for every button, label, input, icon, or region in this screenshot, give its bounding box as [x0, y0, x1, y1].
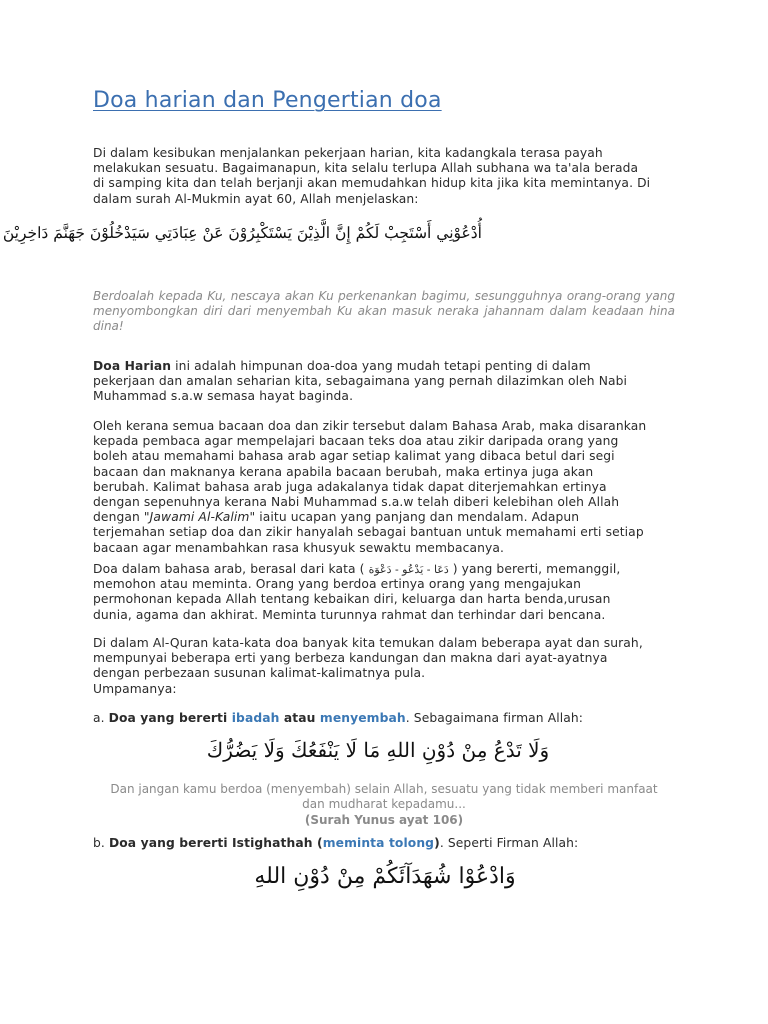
al-quran-text: Di dalam Al-Quran kata-kata doa banyak kita temukan dalam beberapa ayat dan surah, mempunyai beberapa erti yang berbeza kandungan dan makna dari ayat-ayatnya dengan perbezaan susunan kalimat-kalimatnya pula.: [93, 636, 643, 681]
bahasa-arab-text-2: " iaitu ucapan yang panjang dan mendalam. Adapun terjemahan setiap doa dan zikir hanyalah sebagai bantuan untuk memahami erti setiap bacaan agar menambahkan rasa khusyuk sewaktu membacanya.: [93, 510, 644, 555]
umpamanya-label: Umpamanya:: [93, 681, 177, 696]
doa-root-arabic: دَعَا - يَدْعُو - دَعْوَة: [368, 563, 449, 576]
item-a-menyembah: menyembah: [319, 711, 406, 725]
item-b-meminta-tolong: meminta tolong: [322, 836, 435, 850]
jawami-al-kalim: Jawami Al-Kalim: [149, 510, 250, 525]
verse-al-mukmin-arabic: أُدْعُوْنِي أَسْتَجِبْ لَكُمْ إِنَّ الَّذِيْنَ يَسْتَكْبِرُوْنَ عَنْ عِبَادَتِي سَيَدْخُلُوْنَ جَهَنَّمَ دَاخِرِيْنَ: [2, 224, 482, 242]
verse-yunus-translation: Dan jangan kamu berdoa (menyembah) selain Allah, sesuatu yang tidak memberi manfaat dan mudharat kepadamu...: [110, 782, 658, 812]
item-b-after: . Seperti Firman Allah:: [439, 836, 579, 850]
doa-meaning-text-1: Doa dalam bahasa arab, berasal dari kata (: [93, 562, 369, 576]
doa-meaning-text-2: ) yang bererti, memanggil, memohon atau meminta. Orang yang berdoa ertinya orang yang mengajukan permohonan kepada Allah tentang kebaikan diri, keluarga dan harta benda,urusan dunia, agama dan akhirat. Meminta turunnya rahmat dan terhindar dari bencana.: [93, 562, 621, 622]
intro-paragraph: Di dalam kesibukan menjalankan pekerjaan harian, kita kadangkala terasa payah melakukan sesuatu. Bagaimanapun, kita selalu terlupa Allah subhana wa ta'ala berada di samping kita dan telah berjanji akan memudahkan hidup kita jika kita memintanya. Di dalam surah Al-Mukmin ayat 60, Allah menjelaskan:: [93, 146, 651, 206]
bahasa-arab-text-1: Oleh kerana semua bacaan doa dan zikir tersebut dalam Bahasa Arab, maka disarankan kepada pembaca agar mempelajari bacaan teks doa atau zikir daripada orang yang boleh atau memahami bahasa arab agar setiap kalimat yang dibaca betul dari segi bacaan dan maknanya kerana apabila bacaan berubah, maka ertinya juga akan berubah. Kalimat bahasa arab juga adakalanya tidak dapat diterjemahkan ertinya dengan sepenuhnya kerana Nabi Muhammad s.a.w telah diberi kelebihan oleh Allah dengan ": [93, 419, 647, 525]
item-a-ibadah: ibadah: [231, 711, 280, 725]
verse-yunus-reference: (Surah Yunus ayat 106): [304, 812, 464, 827]
item-b-bold-close: ): [434, 836, 440, 850]
bahasa-arab-paragraph: [93, 419, 653, 556]
verse-yunus-arabic: وَلَا تَدْعُ مِنْ دُوْنِ اللهِ مَا لَا يَنْفَعُكَ وَلَا يَضُرُّكَ: [206, 738, 550, 762]
doa-meaning-paragraph: [93, 562, 653, 623]
item-a-after: . Sebagaimana firman Allah:: [405, 711, 584, 725]
item-b-bold: Doa yang bererti Istighathah (: [108, 836, 323, 850]
item-b: [93, 836, 653, 851]
doa-harian-bold: Doa Harian: [93, 359, 172, 373]
verse-yunus-translation-block: [110, 782, 658, 828]
item-a-prefix: a.: [93, 711, 109, 725]
verse-al-mukmin-translation: Berdoalah kepada Ku, nescaya akan Ku perkenankan bagimu, sesungguhnya orang-orang yang menyombongkan diri dari menyembah Ku akan masuk neraka jahannam dalam keadaan hina dina!: [93, 289, 675, 334]
doa-harian-text: ini adalah himpunan doa-doa yang mudah tetapi penting di dalam pekerjaan dan amalan seharian kita, sebagaimana yang pernah dilazimkan oleh Nabi Muhammad s.a.w semasa hayat baginda.: [93, 359, 628, 404]
item-b-prefix: b.: [93, 836, 109, 850]
verse-syuhada-arabic: وَادْعُوْا شُهَدَآئَكُمْ مِنْ دُوْنِ اللهِ: [254, 864, 516, 889]
item-a: [93, 711, 653, 726]
al-quran-paragraph: [93, 636, 653, 697]
item-a-bold: Doa yang bererti: [108, 711, 232, 725]
doa-harian-paragraph: [93, 359, 653, 405]
page-title: Doa harian dan Pengertian doa: [93, 88, 442, 113]
item-a-atau: atau: [279, 711, 320, 725]
